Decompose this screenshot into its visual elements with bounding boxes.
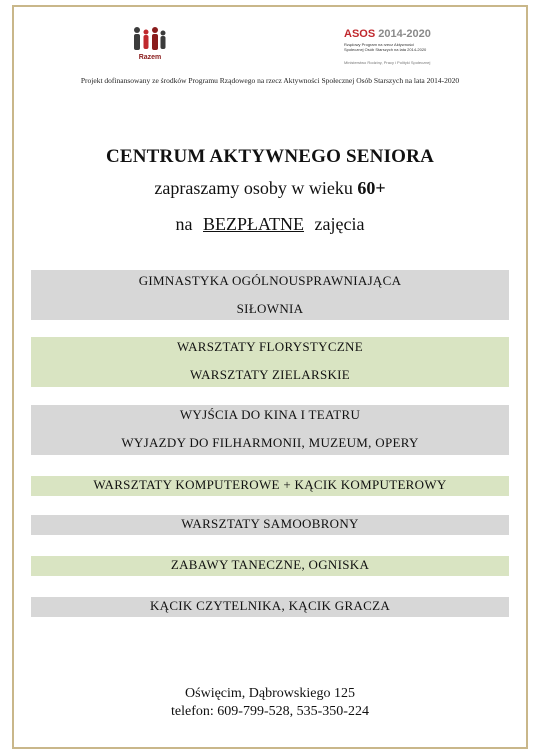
invite-text: zapraszamy osoby w wieku [154,178,353,198]
activity-band-workshops [31,337,509,387]
free-word: BEZPŁATNE [203,214,305,234]
asos-logo-name: ASOS [344,28,376,40]
activity-band-dance [31,556,509,576]
activity-cinema: WYJŚCIA DO KINA I TEATRU [179,407,361,422]
activity-band-reading [31,597,509,617]
free-prefix: na [175,214,193,234]
invite-line [0,178,540,199]
free-suffix: zajęcia [314,214,365,234]
funding-note: Projekt dofinansowany ze środków Programu Rządowego na rzecz Aktywności Społecznej Osób Starszych na lata 2014-2020 [80,76,460,85]
phone-numbers: telefon: 609-799-528, 535-350-224 [171,704,369,719]
age-badge: 60+ [357,178,386,198]
activity-band-selfdefense [31,515,509,535]
activity-dance: ZABAWY TANECZNE, OGNISKA [170,557,370,572]
activity-floristry: WARSZTATY FLORYSTYCZNE [176,339,363,354]
activity-fitness: SIŁOWNIA [236,301,304,316]
activity-trips: WYJAZDY DO FILHARMONII, MUZEUM, OPERY [121,435,419,450]
activity-band-computer [31,476,509,496]
activity-computer: WARSZTATY KOMPUTEROWE + KĄCIK KOMPUTEROWY [93,477,447,492]
razem-logo-text: Razem [138,54,162,61]
activity-selfdefense: WARSZTATY SAMOOBRONY [181,516,359,531]
activity-gym: GIMNASTYKA OGÓLNOUSPRAWNIAJĄCA [138,273,402,288]
activity-band-culture [31,405,509,455]
activity-band-gym [31,270,509,320]
activity-herbal: WARSZTATY ZIELARSKIE [189,367,351,382]
ministry-text: Ministerstwo Rodziny, Pracy i Polityki Społecznej [344,60,431,65]
asos-logo-years: 2014-2020 [378,28,431,40]
page-title: CENTRUM AKTYWNEGO SENIORA [105,146,435,167]
address: Oświęcim, Dąbrowskiego 125 [185,686,355,701]
free-line [0,214,540,235]
asos-description: Rządowy Program na rzecz Aktywności Społecznej Osób Starszych na lata 2014-2020 [344,42,427,52]
activity-reading: KĄCIK CZYTELNIKA, KĄCIK GRACZA [149,598,391,613]
asos-logo-title [344,28,431,40]
